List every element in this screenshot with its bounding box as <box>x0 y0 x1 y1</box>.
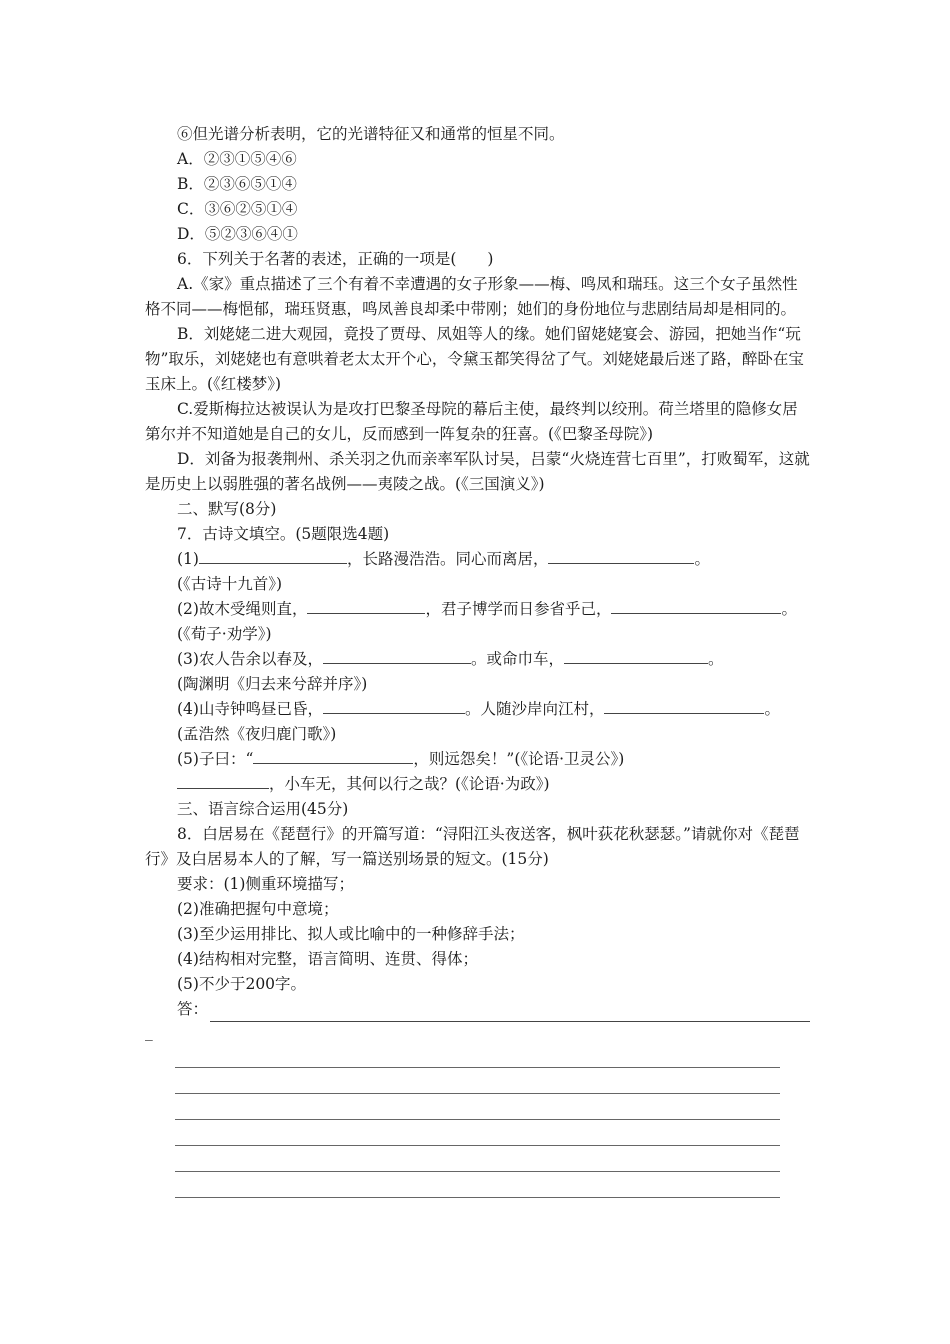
answer-line[interactable] <box>175 1120 780 1146</box>
answer-field[interactable] <box>210 1005 810 1022</box>
section-2-title: 二、默写(8分) <box>177 500 277 518</box>
stray-underscore: _ <box>145 1023 153 1041</box>
answer-line[interactable] <box>175 1094 780 1120</box>
q5-option-b: B．②③⑥⑤①④ <box>177 175 297 193</box>
document-content <box>145 122 810 1198</box>
q7-1-blank-a[interactable] <box>199 547 347 564</box>
q7-item-5b: ，小车无，其何以行之哉？(《论语·为政》) <box>145 772 810 797</box>
answer-line[interactable] <box>175 1172 780 1198</box>
q8-requirement-4: (4)结构相对完整，语言简明、连贯、得体； <box>177 950 478 968</box>
q6-option-a: A.《家》重点描述了三个有着不幸遭遇的女子形象——梅、鸣凤和瑞珏。这三个女子虽然性格不同——梅悒郁，瑞珏贤惠，鸣凤善良却柔中带刚；她们的身份地位与悲剧结局却是相同的。 <box>145 275 798 318</box>
q7-item-2: (2)故木受绳则直， ，君子博学而日参省乎己， 。 <box>145 597 810 622</box>
q7-stem: 7．古诗文填空。(5题限选4题) <box>177 525 390 543</box>
q6-option-c: C.爱斯梅拉达被误认为是攻打巴黎圣母院的幕后主使，最终判以绞刑。荷兰塔里的隐修女居第尔并不知道她是自己的女儿，反而感到一阵复杂的狂喜。(《巴黎圣母院》) <box>145 400 798 443</box>
answer-line[interactable] <box>175 1068 780 1094</box>
q5-sentence-6: ⑥但光谱分析表明，它的光谱特征又和通常的恒星不同。 <box>177 125 565 143</box>
q7-item-5a: (5)子曰：“ ，则远怨矣！”(《论语·卫灵公》) <box>145 747 810 772</box>
q5-option-a: A．②③①⑤④⑥ <box>177 150 297 168</box>
q7-4-blank-b[interactable] <box>604 697 764 714</box>
q7-item-3: (3)农人告余以春及， 。或命巾车， 。 <box>145 647 810 672</box>
q7-item-1: (1) ，长路漫浩浩。同心而离居， 。 <box>145 547 810 572</box>
q7-4-blank-a[interactable] <box>323 697 465 714</box>
q7-item-1-source: (《古诗十九首》) <box>177 575 283 593</box>
section-3-title: 三、语言综合运用(45分) <box>177 800 349 818</box>
q8-requirement-5: (5)不少于200字。 <box>177 975 307 993</box>
answer-first-line <box>145 997 810 1022</box>
q7-3-blank-b[interactable] <box>564 647 708 664</box>
answer-line[interactable] <box>175 1042 780 1068</box>
q5-option-d: D．⑤②③⑥④① <box>177 225 298 243</box>
q8-requirement-1: 要求：(1)侧重环境描写； <box>177 875 354 893</box>
q7-3-blank-a[interactable] <box>323 647 471 664</box>
q6-option-d: D．刘备为报袭荆州、杀关羽之仇而亲率军队讨吴，吕蒙“火烧连营七百里”，打败蜀军，这就是历史上以弱胜强的著名战例——夷陵之战。(《三国演义》) <box>145 450 810 493</box>
q7-5-blank-a[interactable] <box>253 747 413 764</box>
answer-label: 答： <box>177 1000 209 1018</box>
q7-item-2-source: (《荀子·劝学》) <box>177 625 272 643</box>
q7-item-4: (4)山寺钟鸣昼已昏， 。人随沙岸向江村， 。 <box>145 697 810 722</box>
q8-requirement-2: (2)准确把握句中意境； <box>177 900 339 918</box>
q6-stem: 6．下列关于名著的表述，正确的一项是( ) <box>177 250 494 268</box>
q7-2-blank-b[interactable] <box>611 597 781 614</box>
q8-stem: 8．白居易在《琵琶行》的开篇写道：“浔阳江头夜送客，枫叶荻花秋瑟瑟。”请就你对《琵琶行》及白居易本人的了解，写一篇送别场景的短文。(15分) <box>145 825 800 868</box>
q7-item-4-source: (孟浩然《夜归鹿门歌》) <box>177 725 337 743</box>
q5-option-c: C．③⑥②⑤①④ <box>177 200 298 218</box>
q7-2-blank-a[interactable] <box>307 597 425 614</box>
q7-5-blank-b[interactable] <box>177 772 269 789</box>
q6-option-b: B．刘姥姥二进大观园，竟投了贾母、凤姐等人的缘。她们留姥姥宴会、游园，把她当作“玩物”取乐，刘姥姥也有意哄着老太太开个心，令黛玉都笑得岔了气。刘姥姥最后迷了路，醉卧在宝玉床上。(《红楼梦》) <box>145 325 804 393</box>
answer-line[interactable] <box>175 1146 780 1172</box>
q8-requirement-3: (3)至少运用排比、拟人或比喻中的一种修辞手法； <box>177 925 525 943</box>
q7-1-blank-b[interactable] <box>548 547 694 564</box>
q7-item-3-source: (陶渊明《归去来兮辞并序》) <box>177 675 368 693</box>
